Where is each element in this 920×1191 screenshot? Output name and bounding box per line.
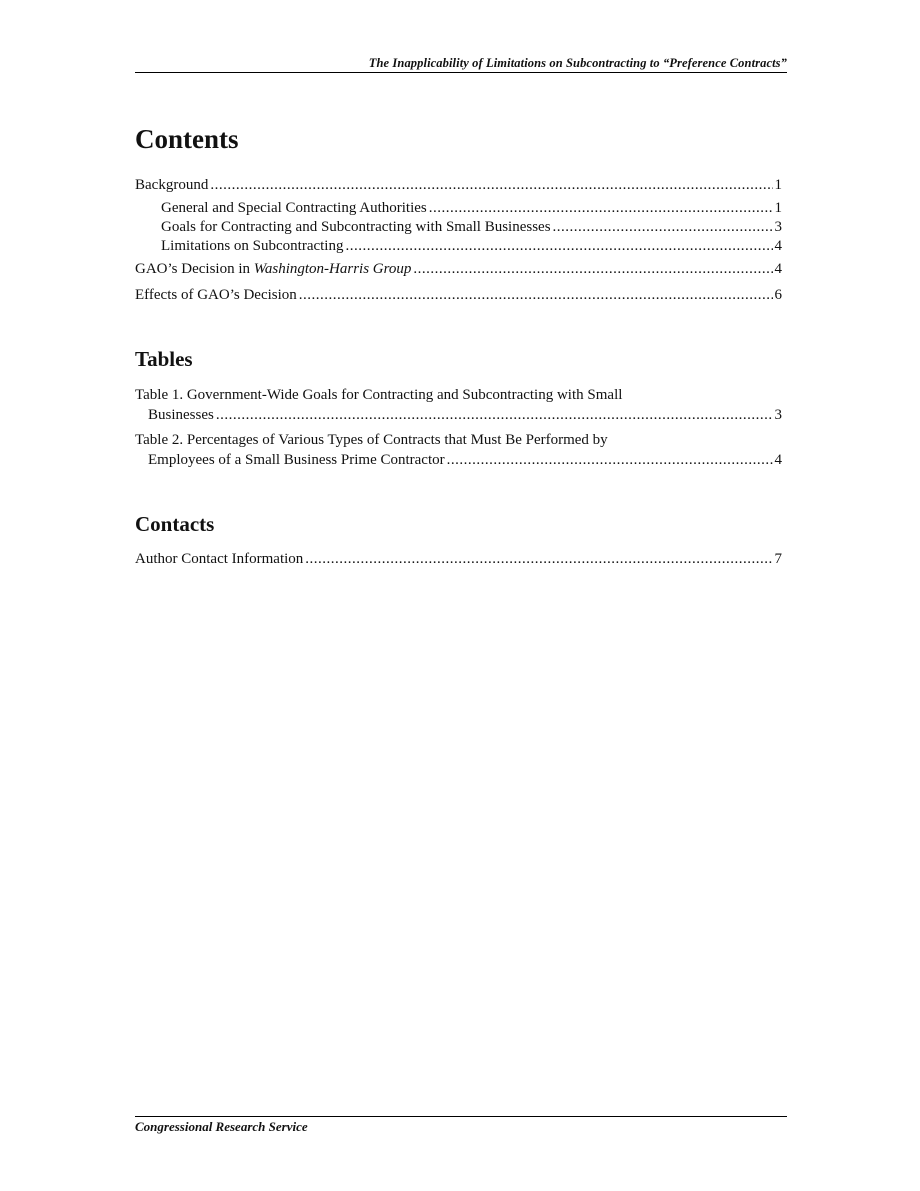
dot-leader (210, 175, 772, 195)
toc-entry-text-prefix: GAO’s Decision in (135, 261, 254, 277)
dot-leader (429, 198, 773, 218)
footer-source: Congressional Research Service (135, 1119, 308, 1134)
contacts-heading: Contacts (135, 512, 215, 536)
toc-page-number: 4 (774, 261, 782, 277)
footer-rule (135, 1116, 787, 1117)
toc-entry-gao-decision[interactable] (135, 259, 782, 279)
toc-entry-text: Employees of a Small Business Prime Contractor (148, 452, 445, 468)
toc-entry-text: Table 2. Percentages of Various Types of Contracts that Must Be Performed by (135, 432, 608, 448)
toc-entry-background[interactable] (135, 175, 782, 195)
toc-entry-continuation (148, 405, 782, 425)
toc-entry-author-contact[interactable] (135, 549, 782, 569)
toc-entry-text: General and Special Contracting Authorities (161, 200, 427, 216)
dot-leader (345, 236, 772, 256)
toc-page-number: 1 (774, 200, 782, 216)
toc-entry-text: Businesses (148, 407, 214, 423)
toc-entry-effects[interactable] (135, 285, 782, 305)
toc-entry-text (135, 259, 411, 279)
toc-entry-text-italic: Washington-Harris Group (253, 261, 412, 277)
toc-page-number: 3 (774, 407, 782, 423)
dot-leader (305, 549, 772, 569)
toc-page-number: 1 (774, 177, 782, 193)
dot-leader (216, 405, 773, 425)
toc-page-number: 4 (774, 452, 782, 468)
header-rule (135, 72, 787, 73)
toc-entry-text: Effects of GAO’s Decision (135, 287, 297, 303)
toc-entry-table-2[interactable] (135, 430, 782, 470)
running-header: The Inapplicability of Limitations on Subcontracting to “Preference Contracts” (368, 56, 787, 70)
toc-entry-limitations[interactable] (161, 236, 782, 256)
toc-entry-text: Goals for Contracting and Subcontracting with Small Businesses (161, 219, 551, 235)
toc-page-number: 6 (774, 287, 782, 303)
toc-entry-text: Table 1. Government-Wide Goals for Contracting and Subcontracting with Small (135, 387, 623, 403)
toc-entry-text: Author Contact Information (135, 551, 304, 567)
toc-entry-text: Background (135, 177, 209, 193)
toc-entry-goals[interactable] (161, 217, 782, 237)
dot-leader (447, 450, 773, 470)
toc-page-number: 7 (774, 551, 782, 567)
toc-entry-continuation (148, 450, 782, 470)
dot-leader (299, 285, 773, 305)
dot-leader (413, 259, 772, 279)
contents-heading: Contents (135, 124, 239, 154)
toc-entry-table-1[interactable] (135, 385, 782, 425)
dot-leader (553, 217, 773, 237)
toc-entry-general-special-authorities[interactable] (161, 198, 782, 218)
toc-entry-text: Limitations on Subcontracting (161, 238, 344, 254)
toc-page-number: 4 (774, 238, 782, 254)
toc-page-number: 3 (774, 219, 782, 235)
tables-heading: Tables (135, 347, 193, 371)
